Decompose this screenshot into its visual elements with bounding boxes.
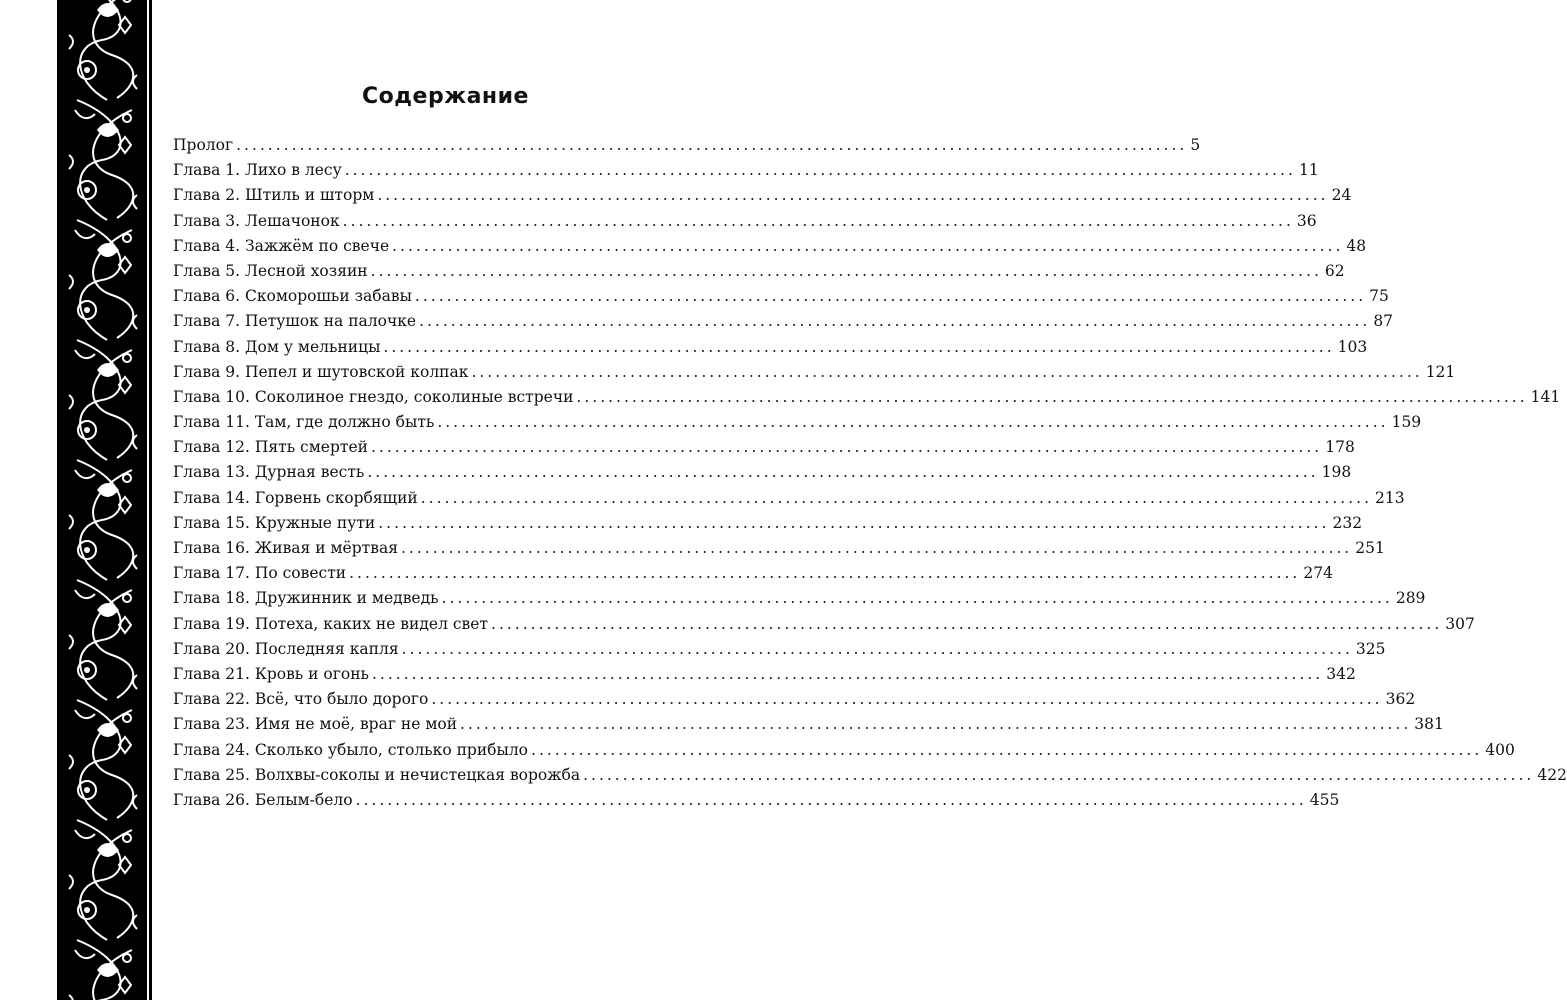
toc-entry-label: Глава 4. Зажжём по свече: [173, 236, 390, 255]
toc-entry-label: Глава 24. Сколько убыло, столько прибыло: [173, 740, 529, 759]
toc-entry-page: 62: [1324, 261, 1345, 280]
toc-leader-dots: ........................................................................................................................: [420, 488, 1372, 507]
toc-entry-page: 75: [1369, 287, 1389, 306]
toc-leader-dots: ........................................................................................................................: [367, 463, 1319, 482]
toc-leader-dots: ........................................................................................................................: [383, 337, 1335, 356]
toc-entry-label: Глава 5. Лесной хозяин: [173, 261, 368, 280]
toc-entry-page: 289: [1395, 589, 1426, 608]
toc-entry-page: 307: [1445, 614, 1475, 633]
toc-entry-label: Глава 6. Скоморошьи забавы: [173, 287, 412, 306]
toc-entry: [173, 387, 1561, 413]
toc-leader-dots: ........................................................................................................................: [344, 161, 1296, 180]
toc-leader-dots: ........................................................................................................................: [401, 639, 1353, 658]
toc-entry: [173, 186, 1352, 211]
toc-leader-dots: ........................................................................................................................: [377, 186, 1329, 205]
toc-entry-page: 400: [1485, 740, 1515, 759]
toc-leader-dots: ........................................................................................................................: [531, 740, 1483, 759]
toc-entry: [173, 413, 1422, 438]
toc-leader-dots: ........................................................................................................................: [370, 438, 1323, 457]
toc-entry: [173, 564, 1333, 589]
toc-entry: [173, 740, 1515, 766]
toc-entry: [173, 136, 1201, 161]
toc-entry: [173, 639, 1386, 665]
toc-leader-dots: ........................................................................................................................: [431, 690, 1383, 709]
toc-entry-label: Глава 11. Там, где должно быть: [173, 413, 435, 432]
toc-entry: [173, 463, 1352, 488]
toc-entry: [173, 312, 1394, 337]
toc-entry-page: 178: [1325, 438, 1355, 457]
toc-entry-page: 455: [1309, 790, 1340, 809]
toc-entry-page: 232: [1332, 513, 1363, 532]
toc-entry-page: 24: [1331, 186, 1352, 205]
toc-entry: [173, 488, 1405, 514]
toc-entry-label: Глава 25. Волхвы-соколы и нечистецкая ворожба: [173, 765, 581, 784]
floral-ornament-border-icon: [57, 0, 152, 1000]
toc-leader-dots: ........................................................................................................................: [441, 589, 1393, 608]
toc-entry-page: 11: [1298, 161, 1319, 180]
toc-entry-page: 48: [1346, 236, 1367, 255]
toc-entry-label: Глава 14. Горвень скорбящий: [173, 488, 418, 507]
toc-entry-page: 121: [1425, 362, 1456, 381]
toc-list: [173, 136, 1567, 816]
toc-entry-page: 274: [1303, 564, 1333, 583]
toc-leader-dots: ........................................................................................................................: [355, 790, 1307, 809]
toc-entry-label: Глава 7. Петушок на палочке: [173, 312, 417, 331]
toc-entry-label: Глава 17. По совести: [173, 564, 347, 583]
toc-leader-dots: ........................................................................................................................: [342, 211, 1294, 230]
toc-entry-page: 159: [1391, 413, 1422, 432]
toc-leader-dots: ........................................................................................................................: [414, 287, 1367, 306]
toc-entry: [173, 261, 1345, 287]
toc-entry: [173, 690, 1416, 715]
toc-entry: [173, 362, 1456, 388]
toc-entry-label: Глава 20. Последняя капля: [173, 639, 399, 658]
toc-entry-label: Глава 12. Пять смертей: [173, 438, 368, 457]
toc-entry-label: Глава 10. Соколиное гнездо, соколиные встречи: [173, 387, 574, 406]
toc-entry-label: Глава 8. Дом у мельницы: [173, 337, 381, 356]
toc-leader-dots: ........................................................................................................................: [460, 715, 1412, 734]
toc-entry-page: 198: [1321, 463, 1352, 482]
toc-entry-page: 87: [1373, 312, 1394, 331]
toc-entry-label: Пролог: [173, 136, 234, 154]
toc-entry-label: Глава 1. Лихо в лесу: [173, 161, 342, 180]
toc-entry: [173, 513, 1363, 539]
toc-leader-dots: ........................................................................................................................: [400, 539, 1353, 557]
toc-entry-label: Глава 23. Имя не моё, враг не мой: [173, 715, 458, 734]
toc-entry-page: 5: [1190, 136, 1201, 154]
toc-leader-dots: ........................................................................................................................: [392, 236, 1344, 255]
toc-leader-dots: ........................................................................................................................: [583, 765, 1535, 784]
toc-entry: [173, 765, 1567, 791]
toc-entry-label: Глава 22. Всё, что было дорого: [173, 690, 429, 709]
toc-entry-label: Глава 21. Кровь и огонь: [173, 664, 369, 683]
page-title: Содержание: [362, 84, 529, 109]
toc-entry: [173, 287, 1389, 312]
toc-leader-dots: ........................................................................................................................: [419, 312, 1371, 331]
toc-entry: [173, 211, 1317, 237]
toc-leader-dots: ........................................................................................................................: [491, 614, 1443, 633]
toc-leader-dots: ........................................................................................................................: [437, 413, 1389, 432]
toc-leader-dots: ........................................................................................................................: [236, 136, 1188, 154]
toc-entry: [173, 539, 1385, 564]
toc-entry: [173, 161, 1319, 186]
toc-entry-page: 251: [1355, 539, 1385, 557]
toc-entry: [173, 236, 1367, 262]
toc-entry-page: 362: [1385, 690, 1416, 709]
toc-entry: [173, 337, 1368, 363]
toc-leader-dots: ........................................................................................................................: [370, 261, 1322, 280]
toc-entry-page: 422: [1537, 765, 1567, 784]
toc-entry-label: Глава 19. Потеха, каких не видел свет: [173, 614, 489, 633]
toc-entry-page: 342: [1326, 664, 1356, 683]
toc-leader-dots: ........................................................................................................................: [378, 513, 1330, 532]
toc-entry: [173, 438, 1355, 463]
toc-entry-page: 213: [1375, 488, 1405, 507]
toc-leader-dots: ........................................................................................................................: [576, 387, 1528, 406]
toc-leader-dots: ........................................................................................................................: [371, 664, 1324, 683]
toc-leader-dots: ........................................................................................................................: [349, 564, 1301, 583]
toc-entry-page: 141: [1530, 387, 1561, 406]
toc-entry-label: Глава 2. Штиль и шторм: [173, 186, 375, 205]
toc-entry-label: Глава 3. Лешачонок: [173, 211, 340, 230]
toc-leader-dots: ........................................................................................................................: [471, 362, 1423, 381]
toc-entry: [173, 715, 1444, 740]
toc-entry-label: Глава 9. Пепел и шутовской колпак: [173, 362, 469, 381]
toc-entry-label: Глава 13. Дурная весть: [173, 463, 365, 482]
toc-entry: [173, 614, 1475, 640]
toc-entry-page: 325: [1355, 639, 1386, 658]
toc-entry-label: Глава 26. Белым-бело: [173, 790, 353, 809]
toc-entry: [173, 589, 1426, 614]
toc-entry: [173, 790, 1340, 816]
toc-entry-label: Глава 15. Кружные пути: [173, 513, 376, 532]
toc-entry-label: Глава 16. Живая и мёртвая: [173, 539, 398, 557]
toc-entry-page: 381: [1414, 715, 1444, 734]
toc-entry-page: 36: [1296, 211, 1317, 230]
toc-entry-label: Глава 18. Дружинник и медведь: [173, 589, 439, 608]
toc-entry-page: 103: [1337, 337, 1368, 356]
toc-entry: [173, 664, 1356, 690]
